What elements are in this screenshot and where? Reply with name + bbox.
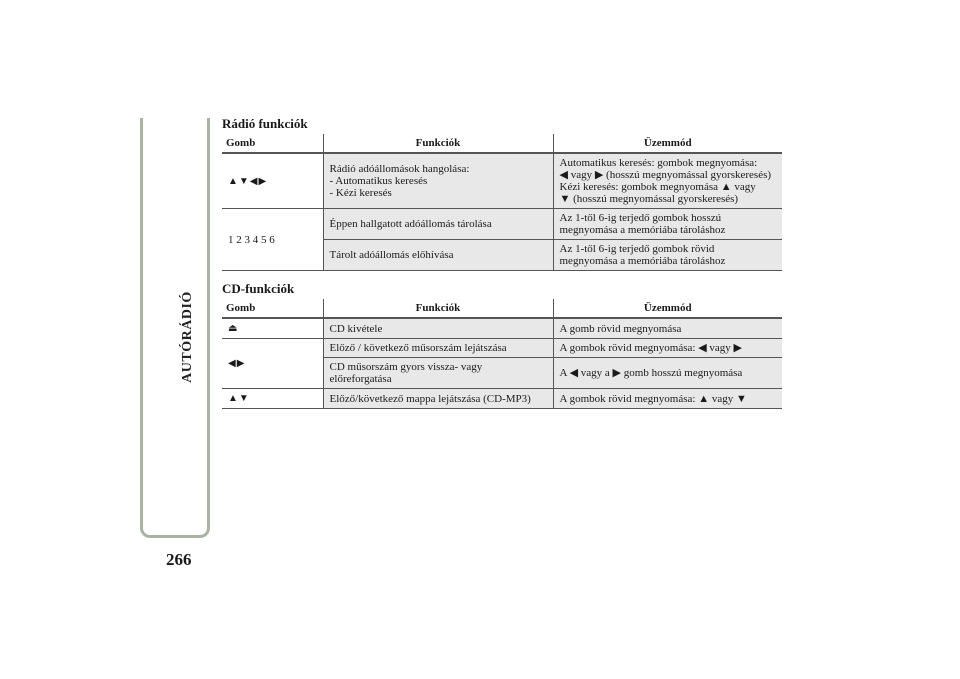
- mode-cell: [553, 389, 782, 409]
- column-header-funkciok: Funkciók: [323, 134, 553, 153]
- mode-text: A gombok rövid megnyomása: ◀ vagy ▶: [559, 342, 743, 354]
- table-row: [222, 209, 782, 240]
- function-text: CD műsorszám gyors vissza- vagy: [329, 361, 483, 373]
- mode-text: Az 1-től 6-ig terjedő gombok rövid: [559, 243, 715, 255]
- mode-text: A gomb rövid megnyomása: [559, 322, 682, 335]
- page-number: 266: [166, 550, 192, 569]
- function-text: - Automatikus keresés: [329, 175, 428, 187]
- function-text: Előző / következő műsorszám lejátszása: [329, 342, 507, 354]
- column-header-funkciok: Funkciók: [323, 299, 553, 318]
- up-down-arrows-icon: ▲▼: [228, 393, 250, 404]
- function-cell: [323, 358, 553, 389]
- column-header-gomb: Gomb: [222, 134, 323, 153]
- function-text: Éppen hallgatott adóállomás tárolása: [329, 218, 492, 230]
- table-header-row: [222, 134, 782, 153]
- function-cell: [323, 209, 553, 240]
- mode-text: A ◀ vagy a ▶ gomb hosszú megnyomása: [559, 367, 743, 379]
- radio-section-title: Rádió funkciók: [222, 116, 308, 131]
- table-row: [222, 153, 782, 209]
- mode-text: ◀ vagy ▶ (hosszú megnyomással gyorskeresés): [559, 169, 772, 181]
- table-row: [222, 339, 782, 358]
- mode-cell: [553, 339, 782, 358]
- table-header-row: [222, 299, 782, 318]
- table-row: [222, 318, 782, 339]
- function-cell: [323, 318, 553, 339]
- mode-text: megnyomása a memóriába tároláshoz: [559, 224, 726, 236]
- function-cell: [323, 153, 553, 209]
- button-cell: [222, 209, 323, 271]
- section-tab-label: AUTÓRÁDIÓ: [180, 291, 195, 383]
- cd-section-title: CD-funkciók: [222, 281, 295, 296]
- column-header-uzemmod: Üzemmód: [553, 299, 782, 318]
- function-text: előreforgatása: [329, 373, 392, 385]
- button-cell: [222, 339, 323, 389]
- function-cell: [323, 339, 553, 358]
- mode-text: Automatikus keresés: gombok megnyomása:: [559, 157, 758, 169]
- mode-cell: [553, 153, 782, 209]
- preset-buttons-label: 1 2 3 4 5 6: [228, 233, 275, 246]
- function-cell: [323, 240, 553, 271]
- function-text: Rádió adóállomások hangolása:: [329, 163, 470, 175]
- page-content: [222, 116, 782, 409]
- cd-functions-table: [222, 299, 782, 409]
- function-text: Előző/következő mappa lejátszása (CD-MP3): [329, 392, 531, 405]
- radio-functions-table: [222, 134, 782, 271]
- function-text: Tárolt adóállomás előhívása: [329, 249, 454, 261]
- eject-icon: ⏏: [228, 323, 239, 334]
- function-cell: [323, 389, 553, 409]
- mode-cell: [553, 318, 782, 339]
- function-text: CD kivétele: [329, 322, 383, 335]
- button-cell: [222, 389, 323, 409]
- mode-cell: [553, 240, 782, 271]
- button-cell: [222, 318, 323, 339]
- mode-text: ▼ (hosszú megnyomással gyorskeresés): [559, 193, 739, 205]
- mode-text: megnyomása a memóriába tároláshoz: [559, 255, 726, 267]
- mode-text: A gombok rövid megnyomása: ▲ vagy ▼: [559, 392, 747, 405]
- left-right-arrows-icon: ◀▶: [228, 358, 246, 369]
- mode-text: Az 1-től 6-ig terjedő gombok hosszú: [559, 212, 722, 224]
- table-row: [222, 389, 782, 409]
- column-header-uzemmod: Üzemmód: [553, 134, 782, 153]
- mode-cell: [553, 209, 782, 240]
- button-cell: [222, 153, 323, 209]
- mode-cell: [553, 358, 782, 389]
- function-text: - Kézi keresés: [329, 187, 392, 199]
- section-tab: [168, 292, 208, 382]
- arrow-buttons-icon: ▲▼◀▶: [228, 175, 268, 187]
- mode-text: Kézi keresés: gombok megnyomása ▲ vagy: [559, 181, 756, 193]
- column-header-gomb: Gomb: [222, 299, 323, 318]
